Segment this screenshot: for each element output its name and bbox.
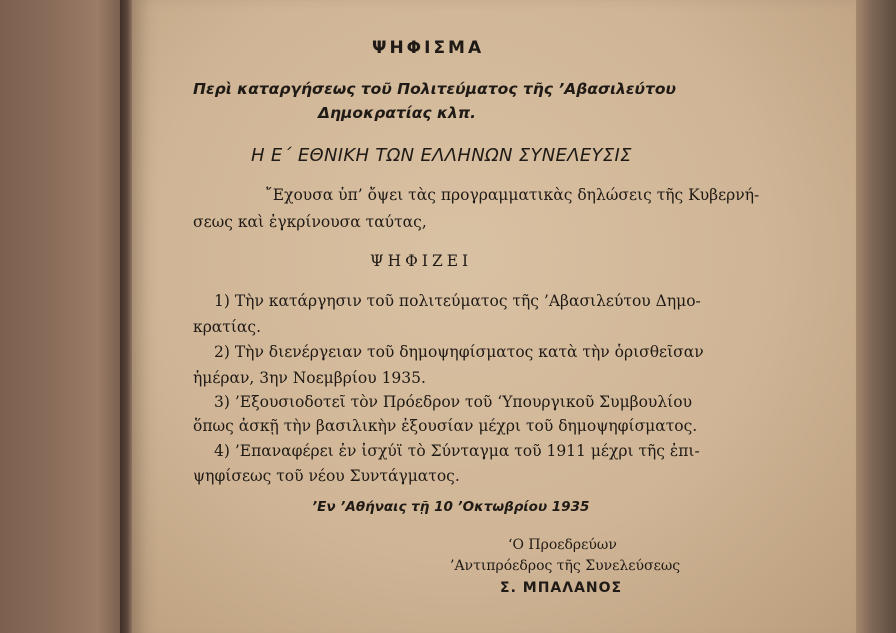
page-edge: [856, 0, 896, 633]
item-1-line-2: κρατίας.: [193, 318, 261, 336]
signature-name: Σ. ΜΠΑΛΑΝΟΣ: [500, 580, 623, 596]
item-4-line-1: 4) ’Επαναφέρει ἐν ἰσχύϊ τὸ Σύνταγμα τοῦ 1911 μέχρι τῆς ἐπι-: [214, 442, 700, 460]
item-2-line-1: 2) Τὴν διενέργειαν τοῦ δημοψηφίσματος κατὰ τὴν ὁρισθεῖσαν: [214, 343, 704, 361]
item-1-line-1: 1) Τὴν κατάργησιν τοῦ πολιτεύματος τῆς ’Αβασιλεύτου Δημο-: [214, 292, 701, 310]
preamble-line-2: σεως καὶ ἐγκρίνουσα ταύτας,: [193, 213, 427, 231]
item-4-line-2: ψηφίσεως τοῦ νέου Συντάγματος.: [193, 467, 460, 485]
signature-role: ‘Ο Προεδρεύων: [508, 537, 617, 553]
book-gutter: [120, 0, 132, 633]
item-3-line-2: ὅπως ἀσκῇ τὴν βασιλικὴν ἐξουσίαν μέχρι τοῦ δημοψηφίσματος.: [193, 417, 698, 435]
preamble-line-1: ῎Εχουσα ὑπ’ ὄψει τὰς προγραμματικὰς δηλώσεις τῆς Κυβερνή-: [265, 186, 760, 204]
assembly-heading: Η Ε΄ ΕΘΝΙΚΗ ΤΩΝ ΕΛΛΗΝΩΝ ΣΥΝΕΛΕΥΣΙΣ: [251, 145, 632, 166]
subtitle-line-2: Δημοκρατίας κλπ.: [318, 104, 476, 122]
signature-title: ’Αντιπρόεδρος τῆς Συνελεύσεως: [450, 558, 681, 574]
subtitle-line-1: Περὶ καταργήσεως τοῦ Πολιτεύματος τῆς ’Αβασιλεύτου: [193, 80, 676, 98]
left-page: [0, 0, 130, 633]
item-3-line-1: 3) ’Εξουσιοδοτεῖ τὸν Πρόεδρον τοῦ ‘Υπουργικοῦ Συμβουλίου: [214, 393, 693, 411]
decree-heading: ΨΗΦΙΖΕΙ: [370, 252, 473, 270]
item-2-line-2: ἡμέραν, 3ην Νοεμβρίου 1935.: [193, 369, 426, 387]
document-title: ΨΗΦΙΣΜΑ: [372, 38, 485, 58]
date-line: ’Εν ’Αθήναις τῇ 10 ’Οκτωβρίου 1935: [312, 499, 590, 515]
